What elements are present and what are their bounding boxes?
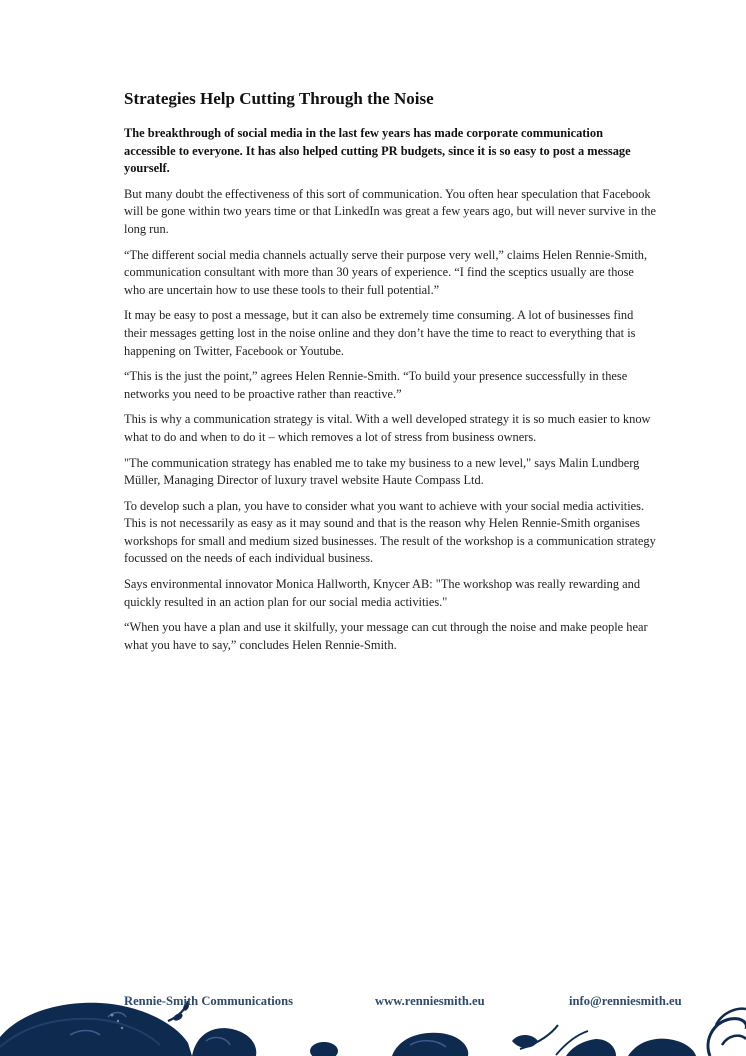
footer-website-link[interactable]: www.renniesmith.eu bbox=[375, 994, 485, 1008]
article-paragraph: Says environmental innovator Monica Hallworth, Knycer AB: "The workshop was really rewarding and quickly resulted in an action plan for our social media activities." bbox=[124, 577, 641, 609]
article-paragraph: This is why a communication strategy is vital. With a well developed strategy it is so much easier to know what to do and when to do it – which removes a lot of stress from business owners. bbox=[124, 412, 651, 444]
footer-company-name: Rennie-Smith Communications bbox=[124, 994, 293, 1008]
footer bbox=[0, 994, 746, 1014]
article-paragraph: It may be easy to post a message, but it can also be extremely time consuming. A lot of businesses find their messages getting lost in the noise online and they don’t have the time to react to everything that is happening on Twitter, Facebook or Youtube. bbox=[124, 308, 636, 358]
footer-email-link[interactable]: info@renniesmith.eu bbox=[569, 994, 682, 1008]
article-paragraph: “This is the just the point,” agrees Helen Rennie-Smith. “To build your presence successfully in these networks you need to be proactive rather than reactive.” bbox=[124, 369, 628, 401]
article-lead: The breakthrough of social media in the last few years has made corporate communication accessible to everyone. It has also helped cutting PR budgets, since it is so easy to post a message yourself. bbox=[124, 126, 631, 176]
article-paragraph: "The communication strategy has enabled me to take my business to a new level," says Malin Lundberg Müller, Managing Director of luxury travel website Haute Compass Ltd. bbox=[124, 455, 640, 488]
article-paragraph: “When you have a plan and use it skilfully, your message can cut through the noise and make people hear what you have to say,” concludes Helen Rennie-Smith. bbox=[124, 620, 648, 652]
article bbox=[124, 88, 656, 662]
article-title: Strategies Help Cutting Through the Noise bbox=[124, 89, 434, 108]
article-paragraph: To develop such a plan, you have to consider what you want to achieve with your social media activities. This is not necessarily as easy as it may sound and that is the reason why Helen Rennie-Smith organises workshops for small and medium sized businesses. The result of the workshop is a communication strategy focussed on the needs of each individual business. bbox=[124, 498, 656, 566]
article-paragraph: “The different social media channels actually serve their purpose very well,” claims Helen Rennie-Smith, communication consultant with more than 30 years of experience. “I find the sceptics usually are those who are uncertain how to use these tools to their full potential.” bbox=[124, 247, 648, 297]
article-paragraph: But many doubt the effectiveness of this sort of communication. You often hear speculation that Facebook will be gone within two years time or that LinkedIn was great a few years ago, but will never survive in the long run. bbox=[124, 186, 656, 236]
